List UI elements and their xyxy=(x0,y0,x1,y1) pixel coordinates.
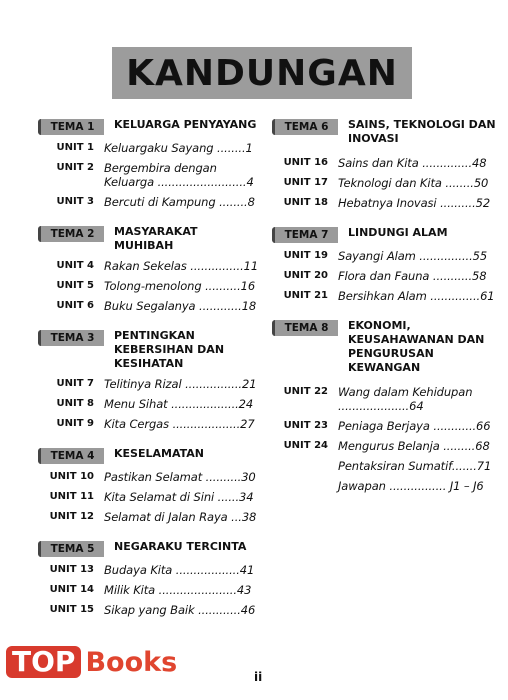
unit-title: Flora dan Fauna ...........58 xyxy=(338,269,487,283)
unit-label: UNIT 10 xyxy=(49,471,94,482)
tema-tab: TEMA 4 xyxy=(38,448,104,464)
unit-entry xyxy=(38,490,260,504)
right-column xyxy=(272,118,498,493)
tema-title: SAINS, TEKNOLOGI DAN INOVASI xyxy=(348,118,496,145)
unit-label: UNIT 1 xyxy=(56,142,94,153)
unit-label: UNIT 17 xyxy=(283,177,328,188)
title-banner xyxy=(112,47,412,99)
unit-title: Hebatnya Inovasi ..........52 xyxy=(338,196,491,210)
tema-tab: TEMA 3 xyxy=(38,330,104,346)
unit-entry xyxy=(272,289,498,303)
unit-title: Pastikan Selamat ..........30 xyxy=(104,470,256,484)
tema-header xyxy=(38,540,260,557)
unit-label: UNIT 12 xyxy=(49,511,94,522)
unit-label: UNIT 4 xyxy=(56,260,94,271)
unit-label: UNIT 7 xyxy=(56,378,94,389)
unit-title: Buku Segalanya ............18 xyxy=(104,299,257,313)
unit-label: UNIT 19 xyxy=(283,250,328,261)
tema-tab: TEMA 2 xyxy=(38,226,104,242)
tema-title: EKONOMI, KEUSAHAWANAN DAN PENGURUSAN KEWANGAN xyxy=(348,319,485,374)
unit-title: Wang dalam Kehidupan ....................64 xyxy=(338,385,473,413)
tema-header xyxy=(272,118,498,146)
unit-title: Milik Kita ......................43 xyxy=(104,583,252,597)
unit-entry xyxy=(38,259,260,273)
unit-entry xyxy=(272,249,498,263)
unit-title: Jawapan ................ J1 – J6 xyxy=(338,479,484,493)
unit-label: UNIT 15 xyxy=(49,604,94,615)
unit-label: UNIT 5 xyxy=(56,280,94,291)
topbooks-logo xyxy=(6,644,178,680)
unit-entry xyxy=(272,269,498,283)
unit-entry xyxy=(38,279,260,293)
tema-title: KELUARGA PENYAYANG xyxy=(114,118,257,131)
tema-title: KESELAMATAN xyxy=(114,447,204,460)
unit-title: Sains dan Kita ..............48 xyxy=(338,156,487,170)
logo-books: Books xyxy=(85,646,178,678)
unit-title: Bercuti di Kampung ........8 xyxy=(104,195,255,209)
tema-header xyxy=(38,329,260,371)
unit-entry xyxy=(272,459,498,473)
tema-title: MASYARAKAT MUHIBAH xyxy=(114,225,198,252)
tema-title: LINDUNGI ALAM xyxy=(348,226,448,239)
unit-title: Peniaga Berjaya ............66 xyxy=(338,419,491,433)
unit-label: UNIT 23 xyxy=(283,420,328,431)
unit-entry xyxy=(272,196,498,210)
unit-entry xyxy=(38,141,260,155)
tema-tab: TEMA 8 xyxy=(272,320,338,336)
page-number: ii xyxy=(254,670,263,684)
unit-entry xyxy=(38,397,260,411)
unit-title: Mengurus Belanja .........68 xyxy=(338,439,490,453)
unit-entry xyxy=(38,510,260,524)
unit-entry xyxy=(272,419,498,433)
unit-entry xyxy=(38,470,260,484)
unit-entry xyxy=(272,156,498,170)
unit-label: UNIT 21 xyxy=(283,290,328,301)
unit-label: UNIT 22 xyxy=(283,386,328,397)
unit-title: Pentaksiran Sumatif.......71 xyxy=(338,459,492,473)
tema-tab: TEMA 5 xyxy=(38,541,104,557)
tema-header xyxy=(272,319,498,375)
tema-title: NEGARAKU TERCINTA xyxy=(114,540,247,553)
unit-label: UNIT 18 xyxy=(283,197,328,208)
tema-title: PENTINGKAN KEBERSIHAN DAN KESIHATAN xyxy=(114,329,225,370)
tema-header xyxy=(272,226,498,243)
unit-label: UNIT 14 xyxy=(49,584,94,595)
unit-entry xyxy=(272,385,498,413)
unit-label: UNIT 20 xyxy=(283,270,328,281)
unit-title: Kita Cergas ...................27 xyxy=(104,417,255,431)
unit-title: Bergembira dengan Keluarga .........................4 xyxy=(104,161,254,189)
unit-entry xyxy=(272,176,498,190)
unit-entry xyxy=(38,195,260,209)
unit-entry xyxy=(38,417,260,431)
left-column xyxy=(38,118,260,617)
unit-label: UNIT 8 xyxy=(56,398,94,409)
unit-title: Keluargaku Sayang ........1 xyxy=(104,141,253,155)
unit-label: UNIT 13 xyxy=(49,564,94,575)
unit-title: Telitinya Rizal ................21 xyxy=(104,377,257,391)
unit-label: UNIT 3 xyxy=(56,196,94,207)
unit-label: UNIT 9 xyxy=(56,418,94,429)
unit-label: UNIT 2 xyxy=(56,162,94,173)
tema-tab: TEMA 1 xyxy=(38,119,104,135)
unit-entry xyxy=(272,439,498,453)
unit-entry xyxy=(38,563,260,577)
unit-title: Tolong-menolong ..........16 xyxy=(104,279,256,293)
unit-label: UNIT 24 xyxy=(283,440,328,451)
tema-header xyxy=(38,118,260,135)
unit-title: Menu Sihat ...................24 xyxy=(104,397,254,411)
page-title: KANDUNGAN xyxy=(126,52,398,94)
unit-title: Budaya Kita ..................41 xyxy=(104,563,255,577)
unit-entry xyxy=(38,603,260,617)
unit-entry xyxy=(38,299,260,313)
unit-title: Sayangi Alam ...............55 xyxy=(338,249,488,263)
unit-title: Kita Selamat di Sini ......34 xyxy=(104,490,254,504)
unit-title: Rakan Sekelas ...............11 xyxy=(104,259,259,273)
unit-entry xyxy=(272,479,498,493)
tema-header xyxy=(38,447,260,464)
tema-tab: TEMA 7 xyxy=(272,227,338,243)
unit-entry xyxy=(38,377,260,391)
tema-header xyxy=(38,225,260,253)
unit-label: UNIT 6 xyxy=(56,300,94,311)
unit-title: Bersihkan Alam ..............61 xyxy=(338,289,495,303)
tema-tab: TEMA 6 xyxy=(272,119,338,135)
unit-title: Teknologi dan Kita ........50 xyxy=(338,176,489,190)
unit-label: UNIT 16 xyxy=(283,157,328,168)
unit-entry xyxy=(38,583,260,597)
logo-top: TOP xyxy=(6,646,81,678)
unit-title: Selamat di Jalan Raya ...38 xyxy=(104,510,257,524)
unit-title: Sikap yang Baik ............46 xyxy=(104,603,256,617)
unit-entry xyxy=(38,161,260,189)
unit-label: UNIT 11 xyxy=(49,491,94,502)
